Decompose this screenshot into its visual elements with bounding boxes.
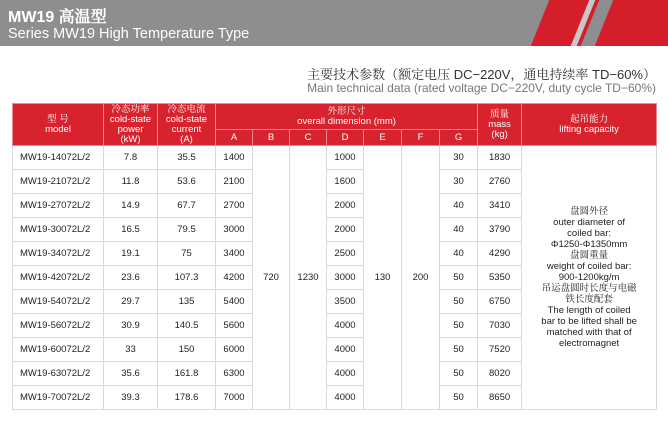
cell-dim-d: 2500 <box>327 242 364 266</box>
lifting-line: 铁长度配套 <box>565 294 613 305</box>
cell-mass: 7030 <box>478 314 522 338</box>
cell-current: 67.7 <box>158 194 216 218</box>
header-model-en: model <box>45 123 71 135</box>
lifting-line: 盘圆外径 <box>570 206 609 217</box>
cell-current: 107.3 <box>158 266 216 290</box>
lifting-line: outer diameter of <box>553 217 625 228</box>
cell-power: 35.6 <box>104 362 158 386</box>
cell-current: 53.6 <box>158 170 216 194</box>
cell-dim-g: 30 <box>440 146 478 170</box>
cell-dim-g: 50 <box>440 386 478 410</box>
header-lifting-cn: 起吊能力 <box>570 113 609 125</box>
table-row <box>13 146 657 170</box>
cell-dim-b-shared: 720 <box>253 146 290 410</box>
cell-dim-d: 1600 <box>327 170 364 194</box>
spec-table <box>12 103 657 410</box>
lifting-line: bar to be lifted shall be <box>541 316 637 327</box>
cell-dim-d: 4000 <box>327 386 364 410</box>
cell-dim-e-shared: 130 <box>364 146 402 410</box>
cell-power: 29.7 <box>104 290 158 314</box>
cell-dim-g: 50 <box>440 314 478 338</box>
cell-power: 16.5 <box>104 218 158 242</box>
lifting-line: 吊运盘圆时长度与电磁 <box>541 283 637 294</box>
header-mass <box>478 104 522 146</box>
header-current-en1: cold-state <box>165 113 208 125</box>
lifting-line: 盘圆重量 <box>570 250 609 261</box>
cell-mass: 4290 <box>478 242 522 266</box>
cell-dim-a: 1400 <box>216 146 253 170</box>
cell-current: 75 <box>158 242 216 266</box>
cell-mass: 8650 <box>478 386 522 410</box>
cell-dim-a: 6300 <box>216 362 253 386</box>
cell-mass: 2760 <box>478 170 522 194</box>
subtitle-cn: 主要技术参数（额定电压 DC−220V，通电持续率 TD−60%） <box>307 67 656 82</box>
cell-model: MW19-60072L/2 <box>13 338 104 362</box>
cell-dim-g: 50 <box>440 362 478 386</box>
header-dim-f: F <box>402 130 440 146</box>
cell-dim-d: 2000 <box>327 218 364 242</box>
cell-dim-d: 4000 <box>327 362 364 386</box>
cell-dim-g: 50 <box>440 338 478 362</box>
banner-title-cn: MW19 高温型 <box>8 9 107 26</box>
cell-model: MW19-30072L/2 <box>13 218 104 242</box>
cell-dim-a: 6000 <box>216 338 253 362</box>
header-current-cn: 冷态电流 <box>167 103 206 115</box>
header-dim-c: C <box>290 130 327 146</box>
cell-model: MW19-27072L/2 <box>13 194 104 218</box>
cell-mass: 5350 <box>478 266 522 290</box>
cell-current: 35.5 <box>158 146 216 170</box>
header-mass-unit: (kg) <box>491 128 508 140</box>
header-power <box>104 104 158 146</box>
cell-current: 150 <box>158 338 216 362</box>
cell-model: MW19-70072L/2 <box>13 386 104 410</box>
cell-current: 178.6 <box>158 386 216 410</box>
cell-model: MW19-56072L/2 <box>13 314 104 338</box>
cell-dim-d: 3500 <box>327 290 364 314</box>
lifting-line: Φ1250-Φ1350mm <box>550 239 628 250</box>
cell-dim-a: 3000 <box>216 218 253 242</box>
header-lifting-en: lifting capacity <box>559 123 619 135</box>
header-dimension-en: overall dimension (mm) <box>297 115 396 127</box>
cell-dim-a: 2100 <box>216 170 253 194</box>
cell-power: 33 <box>104 338 158 362</box>
cell-model: MW19-63072L/2 <box>13 362 104 386</box>
lifting-line: electromagnet <box>558 338 620 349</box>
lifting-line: matched with that of <box>546 327 632 338</box>
cell-dim-d: 4000 <box>327 314 364 338</box>
header-dim-e: E <box>364 130 402 146</box>
cell-dim-a: 3400 <box>216 242 253 266</box>
cell-model: MW19-14072L/2 <box>13 146 104 170</box>
cell-dim-a: 7000 <box>216 386 253 410</box>
cell-model: MW19-42072L/2 <box>13 266 104 290</box>
cell-dim-g: 30 <box>440 170 478 194</box>
cell-dim-g: 50 <box>440 266 478 290</box>
banner-stripe-red-wide <box>595 0 668 46</box>
cell-dim-a: 4200 <box>216 266 253 290</box>
cell-mass: 3410 <box>478 194 522 218</box>
cell-dim-d: 4000 <box>327 338 364 362</box>
title-banner <box>0 0 668 46</box>
cell-model: MW19-21072L/2 <box>13 170 104 194</box>
lifting-line: coiled bar: <box>567 228 612 239</box>
cell-current: 140.5 <box>158 314 216 338</box>
cell-dim-a: 5400 <box>216 290 253 314</box>
header-mass-en: mass <box>488 118 511 130</box>
header-power-unit: (kW) <box>120 133 141 145</box>
cell-mass: 7520 <box>478 338 522 362</box>
cell-power: 11.8 <box>104 170 158 194</box>
cell-power: 7.8 <box>104 146 158 170</box>
header-dimension <box>216 104 478 130</box>
header-power-cn: 冷态功率 <box>111 103 150 115</box>
cell-mass: 6750 <box>478 290 522 314</box>
cell-power: 39.3 <box>104 386 158 410</box>
cell-dim-d: 3000 <box>327 266 364 290</box>
header-power-en2: power <box>117 123 144 135</box>
lifting-line: weight of coiled bar: <box>546 261 632 272</box>
cell-current: 79.5 <box>158 218 216 242</box>
lifting-line: 900-1200kg/m <box>558 272 620 283</box>
header-model-cn: 型 号 <box>47 113 69 125</box>
cell-power: 30.9 <box>104 314 158 338</box>
cell-current: 135 <box>158 290 216 314</box>
banner-title-en: Series MW19 High Temperature Type <box>8 26 250 42</box>
lifting-line: The length of coiled <box>547 305 631 316</box>
header-power-en1: cold-state <box>109 113 152 125</box>
cell-mass: 8020 <box>478 362 522 386</box>
cell-dim-g: 50 <box>440 290 478 314</box>
cell-dim-a: 2700 <box>216 194 253 218</box>
cell-mass: 3790 <box>478 218 522 242</box>
cell-lifting-capacity <box>522 146 657 410</box>
cell-dim-c-shared: 1230 <box>290 146 327 410</box>
header-dimension-cn: 外形尺寸 <box>327 105 366 117</box>
cell-dim-f-shared: 200 <box>402 146 440 410</box>
cell-dim-g: 40 <box>440 218 478 242</box>
header-lifting <box>522 104 657 146</box>
cell-power: 14.9 <box>104 194 158 218</box>
subtitle-en: Main technical data (rated voltage DC−220V, duty cycle TD−60%) <box>307 81 656 95</box>
cell-dim-d: 2000 <box>327 194 364 218</box>
header-dim-g: G <box>440 130 478 146</box>
cell-current: 161.8 <box>158 362 216 386</box>
cell-dim-g: 40 <box>440 194 478 218</box>
cell-power: 19.1 <box>104 242 158 266</box>
cell-model: MW19-34072L/2 <box>13 242 104 266</box>
cell-dim-g: 40 <box>440 242 478 266</box>
header-dim-a: A <box>216 130 253 146</box>
header-current-en2: current <box>171 123 202 135</box>
header-model <box>13 104 104 146</box>
header-current-unit: (A) <box>180 133 193 145</box>
cell-dim-d: 1000 <box>327 146 364 170</box>
cell-dim-a: 5600 <box>216 314 253 338</box>
cell-model: MW19-54072L/2 <box>13 290 104 314</box>
header-dim-b: B <box>253 130 290 146</box>
header-mass-cn: 质量 <box>490 108 510 120</box>
cell-power: 23.6 <box>104 266 158 290</box>
cell-mass: 1830 <box>478 146 522 170</box>
header-dim-d: D <box>327 130 364 146</box>
header-current <box>158 104 216 146</box>
